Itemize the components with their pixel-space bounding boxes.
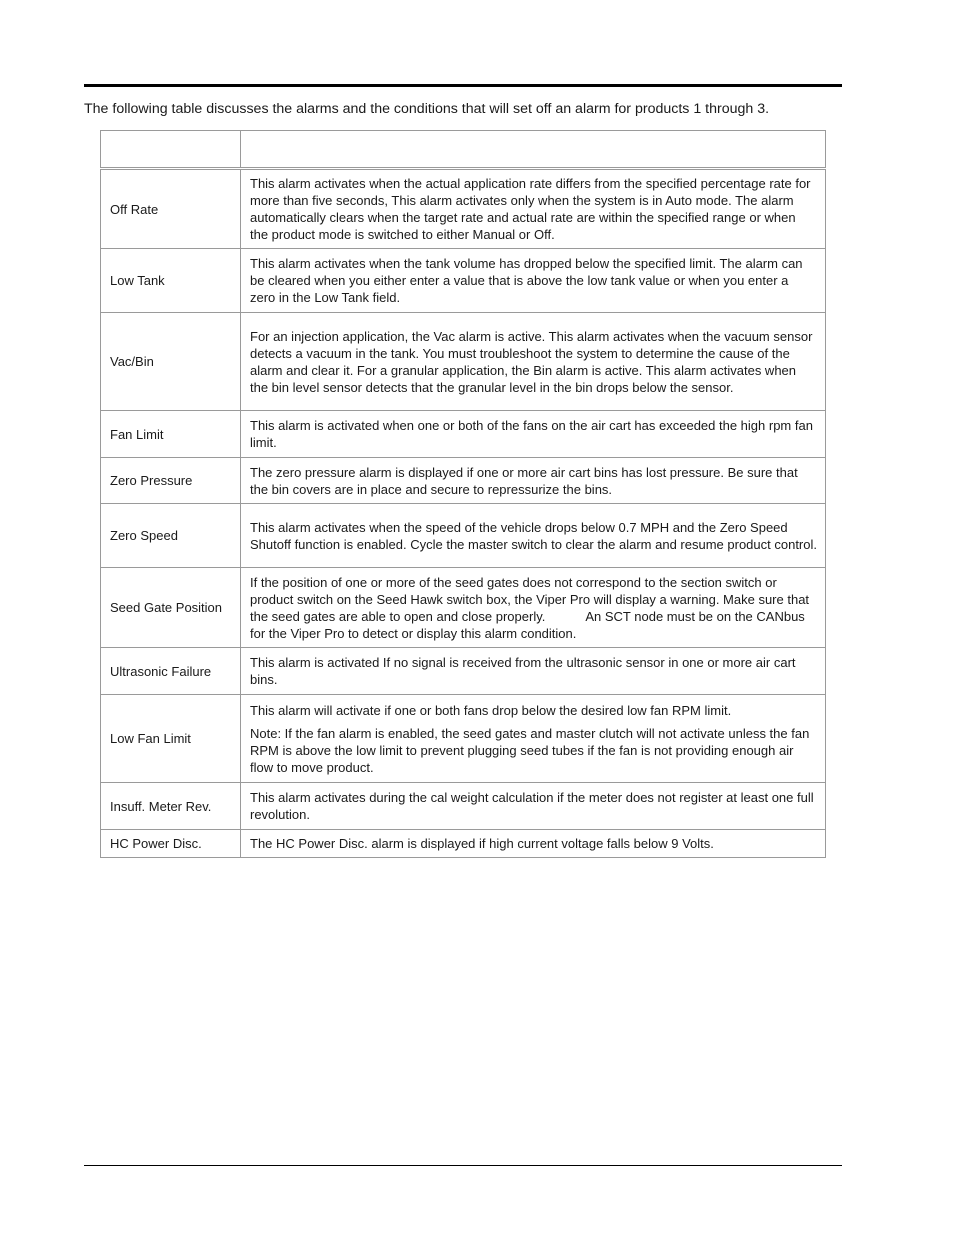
alarm-name: Insuff. Meter Rev. — [101, 783, 241, 830]
bottom-rule — [84, 1165, 842, 1166]
alarm-description: This alarm is activated when one or both of the fans on the air cart has exceeded the high rpm fan limit. — [241, 411, 826, 458]
alarm-name: Zero Pressure — [101, 458, 241, 504]
alarm-description-main: If the position of one or more of the seed gates does not correspond to the section switch or product switch on the Seed Hawk switch box, the Viper Pro will display a warning. Make sure that the seed gates are able to open and close properly. — [250, 574, 810, 624]
alarm-name: HC Power Disc. — [101, 830, 241, 858]
table-row — [101, 830, 826, 858]
table-row — [101, 695, 826, 783]
alarm-description: For an injection application, the Vac alarm is active. This alarm activates when the vacuum sensor detects a vacuum in the tank. You must troubleshoot the system to determine the cause of the alarm and clear it. For a granular application, the Bin alarm is active. This alarm activates when the bin level sensor detects that the granular level in the bin drops below the sensor. — [241, 313, 826, 411]
intro-text: The following table discusses the alarms and the conditions that will set off an alarm for products 1 through 3. — [84, 101, 770, 117]
table-row — [101, 458, 826, 504]
header-cell-alarm — [101, 131, 241, 169]
alarm-description — [241, 695, 826, 783]
header-cell-description — [241, 131, 826, 169]
alarm-name: Low Tank — [101, 249, 241, 313]
alarm-description: This alarm is activated If no signal is received from the ultrasonic sensor in one or more air cart bins. — [241, 648, 826, 695]
table-row — [101, 411, 826, 458]
alarm-description: This alarm activates when the tank volume has dropped below the specified limit. The alarm can be cleared when you either enter a value that is above the low tank value or when you enter a zero in the Low Tank field. — [241, 249, 826, 313]
alarm-description: The HC Power Disc. alarm is displayed if high current voltage falls below 9 Volts. — [241, 830, 826, 858]
table-row — [101, 504, 826, 568]
alarm-name: Fan Limit — [101, 411, 241, 458]
alarm-name: Zero Speed — [101, 504, 241, 568]
alarm-description: This alarm activates during the cal weight calculation if the meter does not register at least one full revolution. — [241, 783, 826, 830]
alarm-name: Low Fan Limit — [101, 695, 241, 783]
alarm-name: Vac/Bin — [101, 313, 241, 411]
top-rule — [84, 84, 842, 87]
alarm-name: Seed Gate Position — [101, 568, 241, 648]
alarm-description-tail: An SCT node must be on the CANbus for the Viper Pro to detect or display this alarm condition. — [250, 608, 805, 641]
table-row — [101, 169, 826, 249]
alarm-description — [241, 568, 826, 648]
table-header-row — [101, 131, 826, 169]
alarm-description: This alarm activates when the actual application rate differs from the specified percentage rate for more than five seconds, This alarm activates only when the system is in Auto mode. The alarm automatically clears when the target rate and actual rate are within the specified range or when the product mode is switched to either Manual or Off. — [241, 169, 826, 249]
alarm-name: Ultrasonic Failure — [101, 648, 241, 695]
table-row — [101, 568, 826, 648]
table-row — [101, 648, 826, 695]
alarm-description: This alarm activates when the speed of the vehicle drops below 0.7 MPH and the Zero Speed Shutoff function is enabled. Cycle the master switch to clear the alarm and resume product control. — [241, 504, 826, 568]
alarm-note: Note: If the fan alarm is enabled, the seed gates and master clutch will not activate unless the fan RPM is above the low limit to prevent plugging seed tubes if the fan is not providing enough air flow to move product. — [250, 725, 810, 775]
alarms-table — [100, 130, 826, 858]
table-row — [101, 783, 826, 830]
alarm-description-main: This alarm will activate if one or both fans drop below the desired low fan RPM limit. — [250, 702, 732, 718]
alarm-name: Off Rate — [101, 169, 241, 249]
table-row — [101, 313, 826, 411]
table-row — [101, 249, 826, 313]
alarm-description: The zero pressure alarm is displayed if one or more air cart bins has lost pressure. Be sure that the bin covers are in place and secure to repressurize the bins. — [241, 458, 826, 504]
